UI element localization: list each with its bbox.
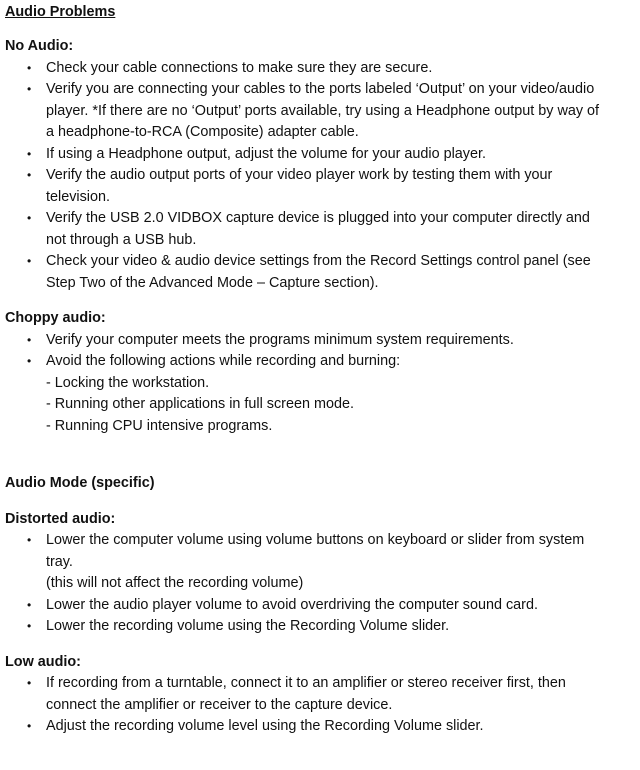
bullet-icon: • [27, 211, 32, 225]
list-item [27, 673, 640, 716]
list-item-text: connect the amplifier or receiver to the capture device. [46, 696, 393, 713]
spacer [5, 24, 640, 36]
bullet-list-distorted-audio [5, 530, 640, 638]
bullet-icon: • [27, 60, 32, 75]
list-item [27, 595, 640, 617]
list-item-text: Verify your computer meets the programs minimum system requirements. [46, 331, 514, 348]
list-item-text: (this will not affect the recording volume) [46, 575, 304, 591]
sub-list-item: - Running CPU intensive programs. [46, 417, 273, 434]
list-item-text: Lower the recording volume using the Recording Volume slider. [46, 618, 450, 634]
section-heading-distorted-audio: Distorted audio: [5, 510, 116, 527]
list-item [27, 530, 640, 595]
bullet-icon: • [27, 82, 32, 96]
spacer [5, 638, 640, 652]
list-item [27, 144, 640, 166]
list-item [27, 165, 640, 208]
bullet-icon: • [27, 168, 32, 182]
list-item-text: If using a Headphone output, adjust the volume for your audio player. [46, 145, 487, 162]
bullet-icon: • [27, 332, 32, 347]
list-item [27, 58, 640, 80]
list-item-text: television. [46, 188, 110, 205]
list-item [27, 716, 640, 738]
list-item-text: Verify the USB 2.0 VIDBOX capture device is plugged into your computer directly and [46, 210, 590, 226]
list-item-text: Lower the audio player volume to avoid overdriving the computer sound card. [46, 596, 538, 613]
section-heading-low-audio: Low audio: [5, 653, 81, 670]
bullet-list-no-audio [5, 58, 640, 295]
bullet-icon: • [27, 676, 32, 690]
bullet-icon: • [27, 597, 32, 612]
list-item-text: Adjust the recording volume level using the Recording Volume slider. [46, 718, 484, 734]
bullet-icon: • [27, 533, 32, 547]
list-item [27, 208, 640, 251]
list-item-text: Lower the computer volume using volume buttons on keyboard or slider from system [46, 532, 585, 548]
spacer [5, 294, 640, 308]
sub-list-choppy-audio [46, 373, 640, 438]
bullet-icon: • [27, 719, 32, 733]
spacer [5, 437, 640, 473]
bullet-list-low-audio [5, 673, 640, 738]
list-item [27, 616, 640, 638]
bullet-list-choppy-audio [5, 330, 640, 438]
list-item-text: Check your cable connections to make sure they are secure. [46, 59, 433, 76]
list-item [27, 79, 640, 144]
list-item-text: Step Two of the Advanced Mode – Capture section). [46, 274, 379, 291]
list-item [27, 330, 640, 352]
sub-list-item: - Running other applications in full screen mode. [46, 396, 354, 412]
list-item-text: Avoid the following actions while recording and burning: [46, 353, 401, 369]
bullet-icon: • [27, 146, 32, 161]
section-heading-no-audio: No Audio: [5, 38, 74, 54]
list-item-text: player. *If there are no ‘Output’ ports available, try using a Headphone output by way of [46, 102, 600, 119]
page-title: Audio Problems [5, 4, 116, 20]
list-item [27, 351, 640, 437]
document [5, 0, 640, 738]
list-item-text: not through a USB hub. [46, 231, 197, 248]
list-item-text: Verify the audio output ports of your video player work by testing them with your [46, 167, 553, 183]
list-item-text: tray. [46, 553, 73, 570]
list-item [27, 251, 640, 294]
spacer [5, 495, 640, 509]
bullet-icon: • [27, 354, 32, 368]
list-item-text: Check your video & audio device settings from the Record Settings control panel (see [46, 253, 591, 269]
sub-list-item: - Locking the workstation. [46, 374, 210, 391]
bullet-icon: • [27, 254, 32, 268]
list-item-text: If recording from a turntable, connect it to an amplifier or stereo receiver first, then [46, 675, 566, 691]
section-heading-audio-mode: Audio Mode (specific) [5, 475, 155, 491]
section-heading-choppy-audio: Choppy audio: [5, 310, 106, 326]
bullet-icon: • [27, 619, 32, 633]
list-item-text: Verify you are connecting your cables to the ports labeled ‘Output’ on your video/audio [46, 81, 595, 97]
list-item-text: a headphone-to-RCA (Composite) adapter cable. [46, 124, 359, 140]
